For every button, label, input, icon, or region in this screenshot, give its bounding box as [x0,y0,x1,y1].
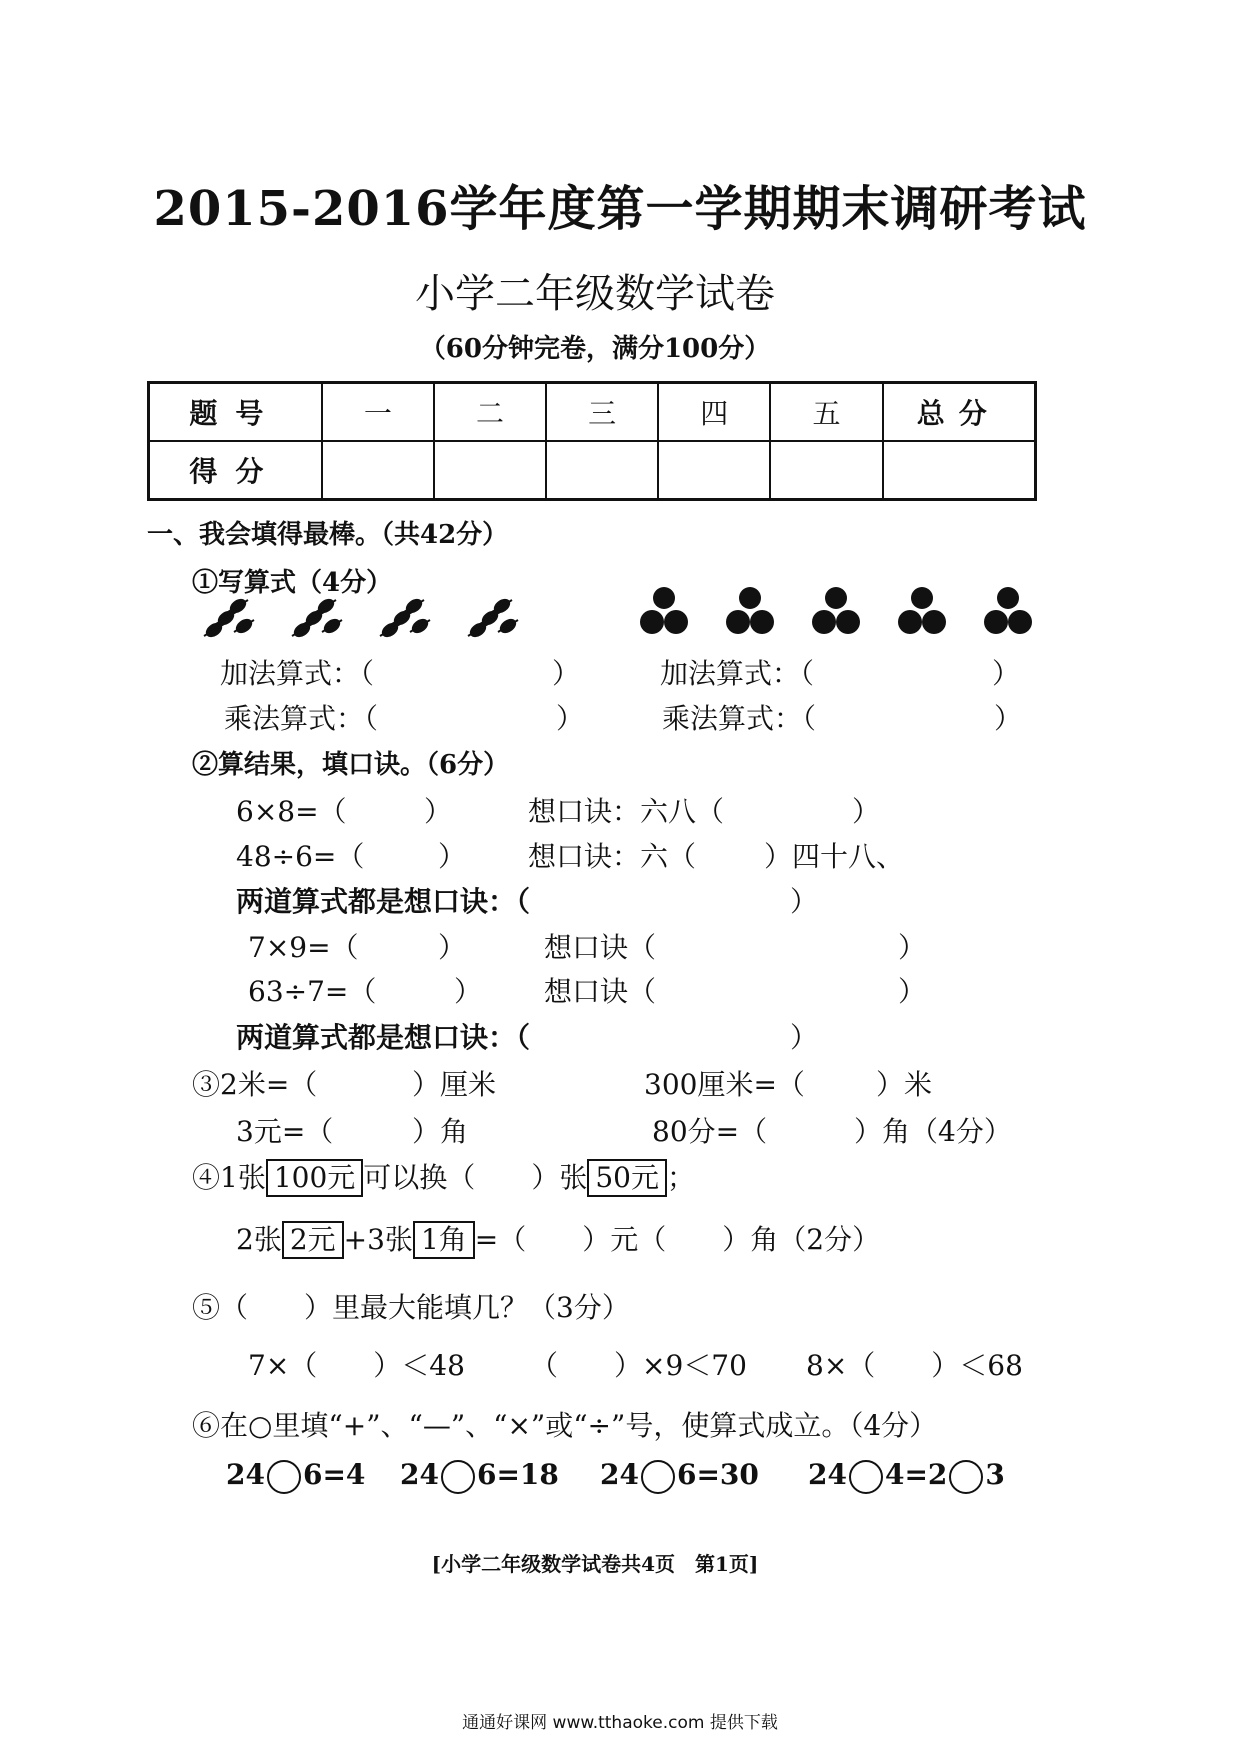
q4-line1 [192,1156,695,1197]
q6-expr-2 [400,1458,559,1494]
q6-expr-2-b: 6=18 [476,1458,559,1491]
operator-circle[interactable] [641,1460,675,1494]
q2-eq3-close: ） [438,931,467,964]
q2-rhyme4: 想口诀（ [544,975,657,1008]
q5-expr-1: 7×（ ）＜48 [248,1349,465,1382]
q5-expr-3: 8×（ ）＜68 [806,1349,1023,1382]
q3-item1: ③2米=（ [192,1068,318,1101]
candy-group-illustration [200,590,560,646]
ball-group-illustration [640,584,1040,646]
exam-subtitle: 小学二年级数学试卷 [415,271,775,317]
q4-line2-start: 2张 [236,1223,282,1256]
banknote-2yuan-label: 2元 [282,1221,344,1259]
q1-left-add-close: ） [552,657,581,690]
q4-line2-yuan: ）元（ [582,1223,667,1256]
q4-line1-mid: 可以换（ [363,1161,476,1194]
q2-rhyme1-close: ） [852,795,881,828]
score-col-1: 一 [322,383,434,442]
operator-circle[interactable] [267,1460,301,1494]
q6-expr-4-a: 24 [808,1458,847,1491]
q2-label: ②算结果，填口诀。（6分） [192,750,510,780]
banknote-50-label: 50元 [587,1159,667,1197]
q1-left-add-label: 加法算式：（ [220,657,375,690]
q3-item2-unit: ）米 [876,1068,933,1101]
q3-item1-unit: ）厘米 [412,1068,497,1101]
exam-note: （60分钟完卷，满分100分） [419,334,771,364]
operator-circle[interactable] [949,1460,983,1494]
banknote-100-label: 100元 [266,1159,363,1197]
q5-label: ⑤（ ）里最大能填几？（3分） [192,1291,630,1324]
q3-item4: 80分=（ [652,1115,768,1148]
q3-item4-unit: ）角（4分） [854,1115,1012,1148]
q2-both-rhyme-1-close: ） [790,885,819,918]
q2-rhyme2-end: ）四十八、 [764,840,905,873]
q2-rhyme4-close: ） [898,975,927,1008]
q2-eq2: 48÷6=（ [236,840,365,873]
score-table [147,381,1037,501]
q4-line2-jiao: ）角（2分） [722,1223,881,1256]
q2-eq4-close: ） [454,975,483,1008]
score-cell[interactable] [546,441,658,500]
page-footer: [小学二年级数学试卷共4页 第1页] [431,1552,759,1576]
q6-expr-3-a: 24 [600,1458,639,1491]
q6-expr-2-a: 24 [400,1458,439,1491]
q6-expr-4 [808,1458,1005,1494]
download-credit: 通通好课网 www.tthaoke.com 提供下载 [462,1713,778,1733]
candy-icon-set [204,597,518,638]
q3-item2: 300厘米=（ [644,1068,805,1101]
q2-eq4: 63÷7=（ [248,975,377,1008]
q2-eq1-close: ） [424,795,453,828]
q1-right-add-label: 加法算式：（ [660,657,815,690]
q2-both-rhyme-2: 两道算式都是想口诀：（ [236,1021,531,1054]
banknote-1jiao-label: 1角 [413,1221,475,1259]
q2-both-rhyme-2-close: ） [790,1021,819,1054]
q4-line1-start: ④1张 [192,1161,266,1194]
q2-eq2-close: ） [438,840,467,873]
score-cell[interactable] [770,441,882,500]
exam-title: 2015-2016学年度第一学期期末调研考试 [153,181,1087,237]
score-row-label: 得分 [149,441,322,500]
q5-expr-2: （ ）×9＜70 [530,1349,747,1382]
q3-item3-unit: ）角 [412,1115,469,1148]
q6-label: ⑥在○里填“+”、“—”、“×”或“÷”号，使算式成立。（4分） [192,1409,938,1442]
score-col-4: 四 [658,383,770,442]
q4-line2 [236,1218,880,1259]
q6-expr-1 [226,1458,365,1494]
score-cell[interactable] [658,441,770,500]
q2-rhyme1: 想口诀：六八（ [528,795,725,828]
score-col-2: 二 [434,383,546,442]
q1-label: ①写算式（4分） [192,568,393,598]
score-table-score-row [149,441,1036,500]
q1-right-mul-close: ） [994,702,1023,735]
score-table-header-row [149,383,1036,442]
q6-expr-1-a: 24 [226,1458,265,1491]
score-col-total: 总分 [883,383,1036,442]
q2-rhyme3-close: ） [898,931,927,964]
score-col-3: 三 [546,383,658,442]
q3-item3: 3元=（ [236,1115,334,1148]
q1-right-add-close: ） [992,657,1021,690]
q4-line1-end: ； [666,1161,695,1194]
q2-eq3: 7×9=（ [248,931,359,964]
operator-circle[interactable] [441,1460,475,1494]
q1-left-mul-close: ） [556,702,585,735]
q2-rhyme2: 想口诀：六（ [528,840,697,873]
score-cell[interactable] [322,441,434,500]
q4-line1-zhang: ）张 [531,1161,588,1194]
q2-both-rhyme-1: 两道算式都是想口诀：（ [236,885,531,918]
q2-eq1: 6×8=（ [236,795,347,828]
q6-expr-4-b: 4=2 [884,1458,948,1491]
q6-expr-4-c: 3 [985,1458,1005,1491]
ball-icon-set [640,587,1032,634]
q4-line2-eq: =（ [474,1223,527,1256]
score-col-5: 五 [770,383,882,442]
q1-right-mul-label: 乘法算式：（ [662,702,817,735]
q1-left-mul-label: 乘法算式：（ [224,702,379,735]
q2-rhyme3: 想口诀（ [544,931,657,964]
score-cell[interactable] [883,441,1036,500]
section-1-heading: 一、我会填得最棒。（共42分） [147,520,509,550]
score-header-label: 题号 [149,383,322,442]
q6-expr-1-b: 6=4 [302,1458,366,1491]
q6-expr-3-b: 6=30 [676,1458,759,1491]
score-cell[interactable] [434,441,546,500]
q4-line2-plus: +3张 [343,1223,413,1256]
operator-circle[interactable] [849,1460,883,1494]
q6-expr-3 [600,1458,759,1494]
